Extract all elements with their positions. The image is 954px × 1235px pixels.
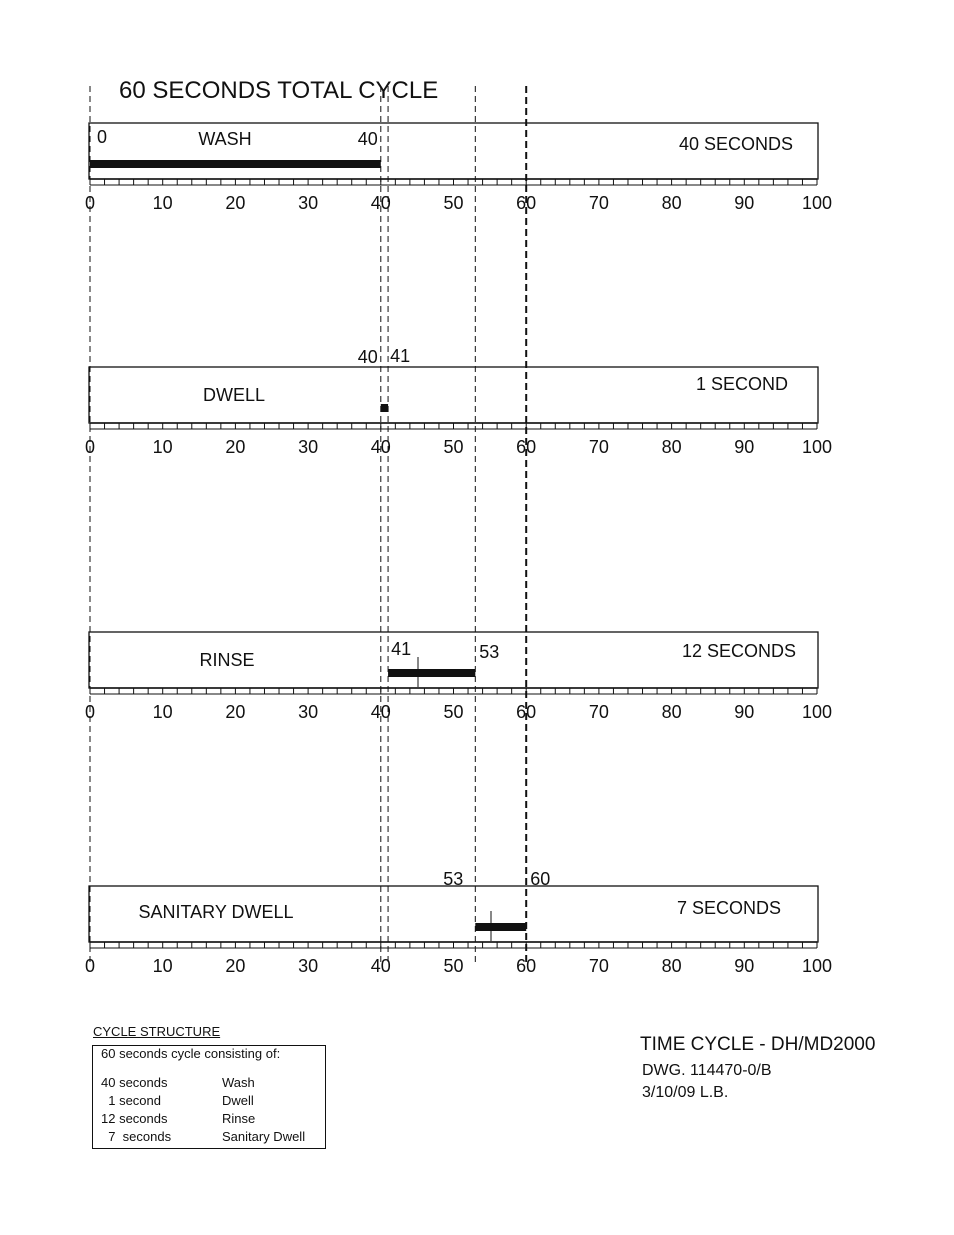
phase-bar — [475, 923, 526, 931]
axis-tick-label: 80 — [661, 193, 682, 213]
ruler — [90, 942, 817, 948]
axis-tick-label: 90 — [734, 193, 755, 213]
axis-tick-label: 30 — [298, 193, 319, 213]
legend-row — [101, 1111, 255, 1126]
legend-heading: CYCLE STRUCTURE — [93, 1024, 221, 1039]
axis-tick-label: 0 — [84, 193, 96, 213]
axis-tick-label: 70 — [588, 956, 609, 976]
axis-tick-label: 20 — [225, 193, 246, 213]
axis-tick-label: 90 — [734, 437, 755, 457]
axis-tick-label: 50 — [443, 956, 464, 976]
title-block — [640, 1034, 875, 1102]
axis-tick-label: 50 — [443, 193, 464, 213]
phase-panel-wash — [85, 123, 832, 213]
phase-duration: 7 SECONDS — [676, 898, 782, 918]
legend-duration: 1 second — [101, 1093, 161, 1108]
drawing-title: TIME CYCLE - DH/MD2000 — [640, 1034, 876, 1055]
axis-tick-label: 60 — [516, 437, 537, 457]
axis-tick-label: 90 — [734, 702, 755, 722]
legend-phase: Rinse — [222, 1111, 256, 1126]
axis-tick-label: 100 — [801, 956, 833, 976]
phase-duration: 40 SECONDS — [678, 134, 794, 154]
axis-tick-label: 100 — [801, 702, 833, 722]
axis-tick-label: 0 — [84, 702, 96, 722]
axis-tick-label: 60 — [516, 702, 537, 722]
phase-end-label: 40 — [357, 129, 378, 149]
axis-tick-label: 10 — [152, 193, 173, 213]
drawing-date: 3/10/09 L.B. — [642, 1084, 729, 1101]
axis-tick-label: 60 — [516, 193, 537, 213]
phase-panel-sanitary-dwell — [85, 869, 832, 976]
legend-phase: Dwell — [222, 1093, 254, 1108]
legend-intro: 60 seconds cycle consisting of: — [101, 1046, 281, 1061]
axis-tick-label: 20 — [225, 702, 246, 722]
legend-row — [101, 1093, 254, 1108]
axis-tick-label: 30 — [298, 702, 319, 722]
phase-name: SANITARY DWELL — [138, 902, 294, 922]
phase-end-label: 41 — [390, 346, 411, 366]
axis-tick-label: 100 — [801, 437, 833, 457]
axis-tick-label: 70 — [588, 437, 609, 457]
phase-duration: 12 SECONDS — [681, 641, 797, 661]
axis-tick-label: 50 — [443, 437, 464, 457]
legend-duration: 12 seconds — [101, 1111, 168, 1126]
axis-tick-label: 10 — [152, 956, 173, 976]
axis-tick-label: 70 — [588, 193, 609, 213]
phase-panel-dwell — [85, 346, 832, 457]
axis-tick-label: 0 — [84, 956, 96, 976]
ruler — [90, 179, 817, 185]
drawing-number: DWG. 114470-0/B — [642, 1062, 772, 1079]
axis-tick-label: 100 — [801, 193, 833, 213]
phase-bar — [388, 669, 475, 677]
phase-bar — [381, 404, 388, 412]
axis-tick-label: 30 — [298, 956, 319, 976]
axis-tick-label: 30 — [298, 437, 319, 457]
legend-row — [101, 1129, 305, 1144]
axis-tick-label: 10 — [152, 437, 173, 457]
axis-tick-label: 50 — [443, 702, 464, 722]
axis-tick-label: 0 — [84, 437, 96, 457]
phase-name: WASH — [198, 129, 252, 149]
phase-panel-rinse — [85, 632, 832, 722]
legend-duration: 40 seconds — [101, 1075, 168, 1090]
axis-tick-label: 10 — [152, 702, 173, 722]
ruler — [90, 423, 817, 429]
phase-start-label: 53 — [443, 869, 464, 889]
phase-start-label: 40 — [357, 347, 378, 367]
axis-tick-label: 40 — [370, 193, 391, 213]
legend-phase: Wash — [222, 1075, 255, 1090]
axis-tick-label: 20 — [225, 956, 246, 976]
axis-tick-label: 90 — [734, 956, 755, 976]
phase-duration: 1 SECOND — [695, 374, 789, 394]
phase-name: RINSE — [199, 650, 255, 670]
axis-tick-label: 80 — [661, 702, 682, 722]
phase-name: DWELL — [202, 385, 266, 405]
axis-tick-label: 70 — [588, 702, 609, 722]
axis-tick-label: 40 — [370, 956, 391, 976]
axis-tick-label: 80 — [661, 956, 682, 976]
phase-end-label: 60 — [530, 869, 551, 889]
legend-duration: 7 seconds — [101, 1129, 172, 1144]
phase-bar — [90, 160, 381, 168]
phase-panels — [85, 123, 832, 976]
axis-tick-label: 60 — [516, 956, 537, 976]
axis-tick-label: 80 — [661, 437, 682, 457]
legend-row — [101, 1075, 255, 1090]
cycle-structure-legend — [92, 1045, 326, 1149]
diagram-title: 60 SECONDS TOTAL CYCLE — [119, 77, 439, 104]
axis-tick-label: 20 — [225, 437, 246, 457]
phase-end-label: 53 — [479, 642, 500, 662]
phase-start-label: 41 — [391, 639, 412, 659]
axis-tick-label: 40 — [370, 702, 391, 722]
legend-phase: Sanitary Dwell — [222, 1129, 306, 1144]
axis-tick-label: 40 — [370, 437, 391, 457]
ruler — [90, 688, 817, 694]
phase-start-label: 0 — [97, 127, 108, 147]
reference-lines — [90, 86, 526, 962]
